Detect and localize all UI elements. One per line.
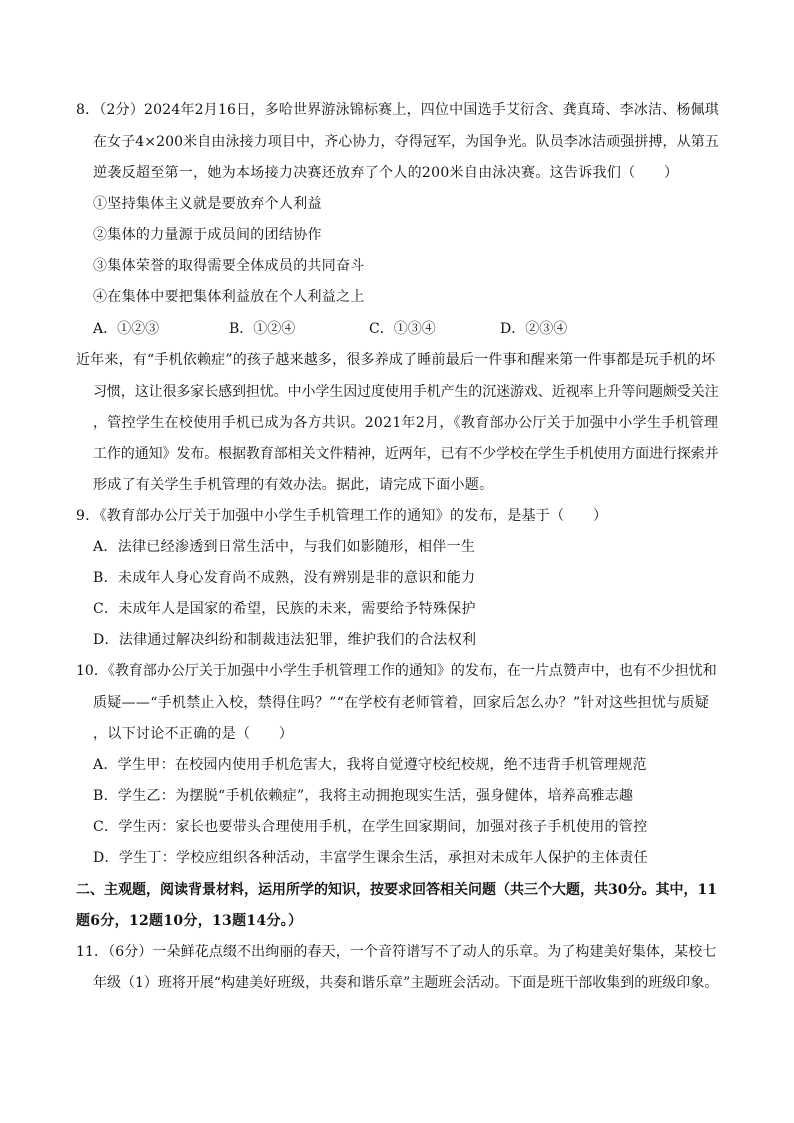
q8-option-d: D．②③④ xyxy=(500,321,568,337)
q8-line-2: 在女子4×200米自由泳接力项目中，齐心协力，夺得冠军，为国争光。队员李冰洁顽强拼搏，从第五 xyxy=(93,134,719,150)
q10-option-c: C．学生丙：家长也要带头合理使用手机，在学生回家期间，加强对孩子手机使用的管控 xyxy=(93,819,648,835)
q8-statement-3: ③集体荣誉的取得需要全体成员的共同奋斗 xyxy=(93,258,365,274)
material-line-1: 近年来，有“手机依赖症”的孩子越来越多，很多养成了睡前最后一件事和醒来第一件事都是玩手机的坏 xyxy=(76,352,716,368)
q11-line-1: 11．（6分）一朵鲜花点缀不出绚丽的春天，一个音符谱写不了动人的乐章。为了构建美好集体，某校七 xyxy=(76,944,717,960)
q10-line-3: ，以下讨论不正确的是（ ） xyxy=(93,726,294,742)
q8-line-1: 8．（2分）2024年2月16日，多哈世界游泳锦标赛上，四位中国选手艾衍含、龚真琦、李冰洁、杨佩琪 xyxy=(76,102,719,118)
q10-line-2: 质疑——“手机禁止入校，禁得住吗？”“在学校有老师管着，回家后怎么办？”针对这些担忧与质疑 xyxy=(93,695,710,711)
material-line-2: 习惯，这让很多家长感到担忧。中小学生因过度使用手机产生的沉迷游戏、近视率上升等问题颇受关注 xyxy=(93,384,719,400)
q9-stem: 9．《教育部办公厅关于加强中小学生手机管理工作的通知》的发布，是基于（ ） xyxy=(76,508,608,524)
material-line-3: ，管控学生在校使用手机已成为各方共识。2021年2月，《教育部办公厅关于加强中小学生手机管理 xyxy=(93,415,719,431)
q9-option-c: C．未成年人是国家的希望，民族的未来，需要给予特殊保护 xyxy=(93,601,476,617)
section-2-heading-line-1: 二、主观题，阅读背景材料，运用所学的知识，按要求回答相关问题（共三个大题，共30分。其中，11 xyxy=(76,882,717,898)
q10-option-d: D．学生丁：学校应组织各种活动，丰富学生课余生活，承担对未成年人保护的主体责任 xyxy=(93,850,648,866)
section-2-heading-line-2: 题6分，12题10分，13题14分。） xyxy=(76,913,303,929)
q8-option-a: A．①②③ xyxy=(93,321,160,337)
q8-statement-2: ②集体的力量源于成员间的团结协作 xyxy=(93,227,322,243)
material-line-4: 工作的通知》发布。根据教育部相关文件精神，近两年，已有不少学校在学生手机使用方面进行探索并 xyxy=(93,446,719,462)
q10-option-b: B．学生乙：为摆脱“手机依赖症”，我将主动拥抱现实生活，强身健体，培养高雅志趣 xyxy=(93,788,634,804)
q8-option-b: B．①②④ xyxy=(229,321,296,337)
q9-option-a: A．法律已经渗透到日常生活中，与我们如影随形，相伴一生 xyxy=(93,539,476,555)
q8-option-c: C．①③④ xyxy=(369,321,436,337)
q9-option-d: D．法律通过解决纠纷和制裁违法犯罪，维护我们的合法权利 xyxy=(93,632,477,648)
q10-option-a: A．学生甲：在校园内使用手机危害大，我将自觉遵守校纪校规，绝不违背手机管理规范 xyxy=(93,757,647,773)
q9-option-b: B．未成年人身心发育尚不成熟，没有辨别是非的意识和能力 xyxy=(93,570,476,586)
q8-line-3: 逆袭反超至第一，她为本场接力决赛还放弃了个人的200米自由泳决赛。这告诉我们（ ） xyxy=(93,165,679,181)
q10-line-1: 10．《教育部办公厅关于加强中小学生手机管理工作的通知》的发布，在一片点赞声中，也有不少担忧和 xyxy=(76,663,717,679)
q11-line-2: 年级（1）班将开展“构建美好班级，共奏和谐乐章”主题班会活动。下面是班干部收集到的班级印象。 xyxy=(93,975,719,991)
q8-statement-1: ①坚持集体主义就是要放弃个人利益 xyxy=(93,196,322,212)
q8-statement-4: ④在集体中要把集体利益放在个人利益之上 xyxy=(93,289,365,305)
material-line-5: 形成了有关学生手机管理的有效办法。据此，请完成下面小题。 xyxy=(93,477,494,493)
